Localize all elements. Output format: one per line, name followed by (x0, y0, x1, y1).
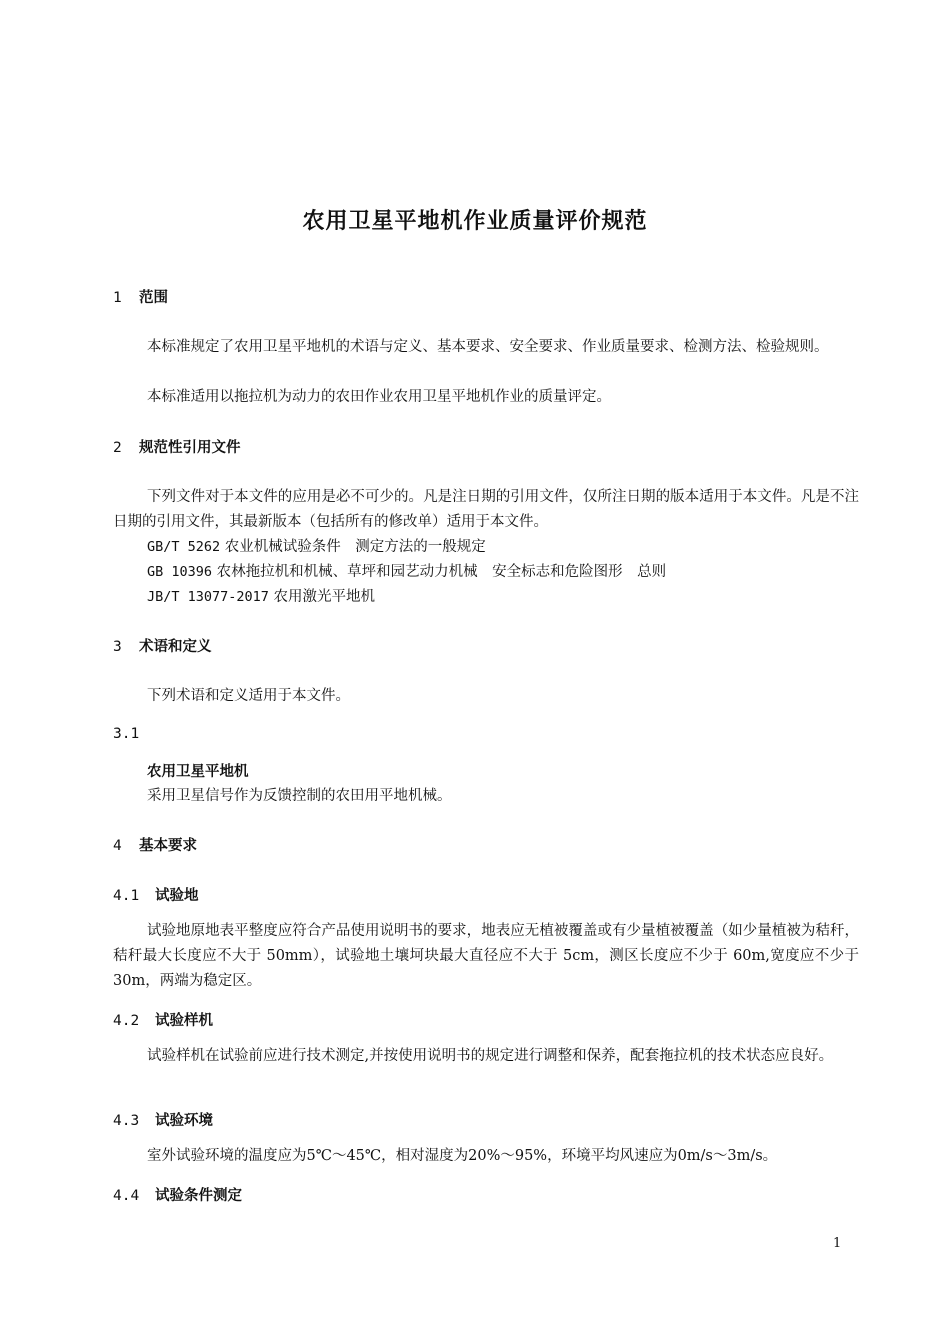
subsection-title: 试验环境 (155, 1113, 213, 1129)
reference-code: GB/T 5262 (147, 539, 221, 555)
subsection-4-3-heading (113, 1111, 213, 1131)
section-1-paragraph-2: 本标准适用以拖拉机为动力的农田作业农用卫星平地机作业的质量评定。 (147, 389, 611, 405)
normative-reference (147, 535, 486, 560)
section-number: 4 (113, 838, 122, 854)
section-2-paragraph-1: 下列文件对于本文件的应用是必不可少的。凡是注日期的引用文件，仅所注日期的版本适用于本文件。凡是不注日期的引用文件，其最新版本（包括所有的修改单）适用于本文件。 (113, 489, 859, 530)
section-4-heading (113, 836, 197, 856)
document-title: 农用卫星平地机作业质量评价规范 (302, 209, 648, 234)
reference-name: 农业机械试验条件 测定方法的一般规定 (224, 539, 486, 555)
term-name: 农用卫星平地机 (147, 764, 249, 780)
subsection-4-4-heading (113, 1186, 242, 1206)
subsection-number: 4.4 (113, 1188, 140, 1204)
section-1-paragraph-1: 本标准规定了农用卫星平地机的术语与定义、基本要求、安全要求、作业质量要求、检测方法、检验规则。 (147, 339, 829, 355)
term-definition: 采用卫星信号作为反馈控制的农田用平地机械。 (147, 788, 452, 804)
section-number: 1 (113, 290, 122, 306)
section-number: 2 (113, 440, 122, 456)
normative-reference (147, 560, 666, 585)
subsection-title: 试验条件测定 (155, 1188, 242, 1204)
subsection-4-2-heading (113, 1011, 213, 1031)
reference-name: 农林拖拉机和机械、草坪和园艺动力机械 安全标志和危险图形 总则 (216, 564, 667, 580)
subsection-4-1-heading (113, 886, 199, 906)
section-3-paragraph-1: 下列术语和定义适用于本文件。 (147, 688, 350, 704)
reference-name: 农用激光平地机 (273, 589, 376, 605)
section-title: 基本要求 (139, 838, 197, 854)
subsection-4-2-paragraph: 试验样机在试验前应进行技术测定,并按使用说明书的规定进行调整和保养，配套拖拉机的技术状态应良好。 (147, 1048, 834, 1064)
subsection-3-1-heading (113, 724, 139, 744)
reference-code: JB/T 13077-2017 (147, 589, 269, 605)
subsection-4-3-paragraph: 室外试验环境的温度应为5℃～45℃，相对湿度为20%～95%，环境平均风速应为0m/s～3m/s。 (147, 1148, 778, 1164)
normative-reference (147, 585, 375, 610)
subsection-title: 试验地 (155, 888, 199, 904)
section-1-heading (113, 288, 168, 308)
section-2-heading (113, 438, 241, 458)
section-3-heading (113, 637, 212, 657)
subsection-number: 4.3 (113, 1113, 140, 1129)
page-number: 1 (833, 1236, 842, 1251)
reference-code: GB 10396 (147, 564, 213, 580)
subsection-number: 4.1 (113, 888, 140, 904)
subsection-4-1-paragraph: 试验地原地表平整度应符合产品使用说明书的要求，地表应无植被覆盖或有少量植被覆盖（如少量植被为秸秆，秸秆最大长度应不大于 50mm），试验地土壤坷块最大直径应不大于 5cm，测区长度应不少于 60m,宽度应不少于 30m，两端为稳定区。 (113, 923, 859, 989)
subsection-number: 4.2 (113, 1013, 140, 1029)
subsection-title: 试验样机 (155, 1013, 213, 1029)
section-title: 规范性引用文件 (139, 440, 241, 456)
section-title: 范围 (139, 290, 168, 306)
subsection-number: 3.1 (113, 726, 140, 742)
section-number: 3 (113, 639, 122, 655)
section-title: 术语和定义 (139, 639, 212, 655)
